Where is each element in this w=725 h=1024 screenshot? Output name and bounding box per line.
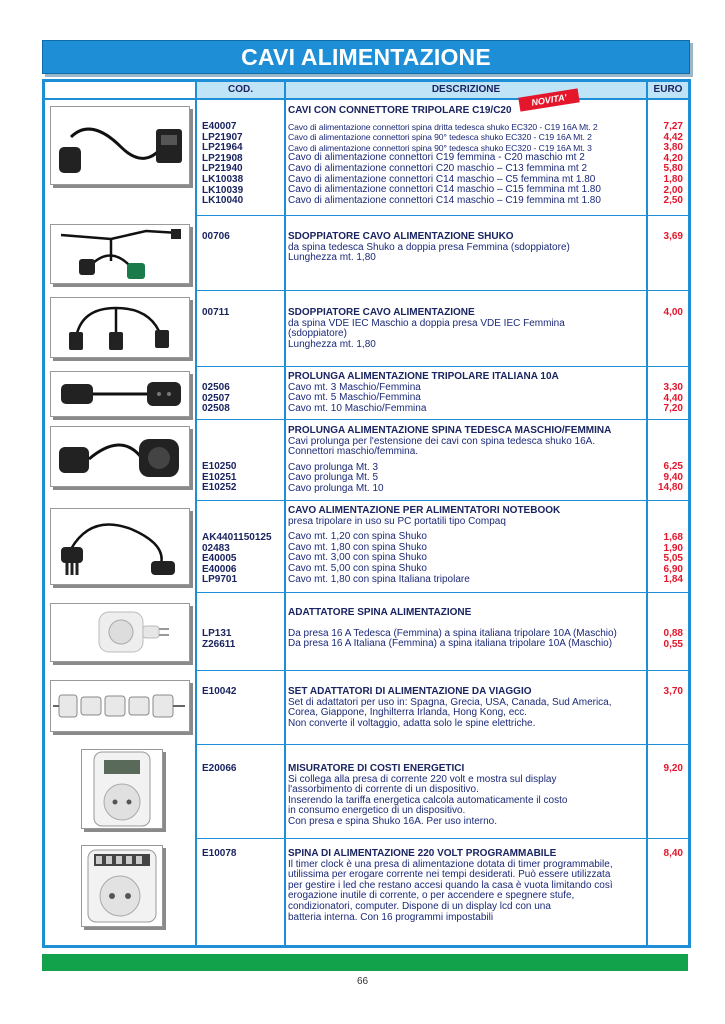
code: E20066 <box>202 763 237 774</box>
code: Z26611 <box>202 638 236 650</box>
row-description <box>288 849 646 923</box>
product-title: CAVO ALIMENTAZIONE PER ALIMENTATORI NOTEBOOK <box>288 505 561 516</box>
description-line: l'assorbimento di corrente di un dispositivo. <box>288 784 479 796</box>
price: 3,69 <box>663 231 683 242</box>
row-separator <box>195 290 688 291</box>
price: 4,40 <box>663 392 683 404</box>
row-separator <box>195 838 688 839</box>
code: LP21907 <box>202 131 243 143</box>
code: E10078 <box>202 848 237 859</box>
code: E10251 <box>202 471 237 483</box>
price: 0,88 <box>663 628 683 639</box>
row-description <box>288 426 646 495</box>
row-description <box>288 232 646 264</box>
german-extension-icon <box>50 426 190 487</box>
row-description <box>288 608 646 650</box>
shuko-splitter-icon <box>50 224 190 284</box>
header-euro: EURO <box>648 82 688 100</box>
code: LK10038 <box>202 173 244 185</box>
code: E10252 <box>202 482 237 494</box>
product-title: CAVI CON CONNETTORE TRIPOLARE C19/C20 <box>288 105 512 116</box>
product-title: MISURATORE DI COSTI ENERGETICI <box>288 763 465 774</box>
row-description <box>288 506 646 585</box>
price: 1,84 <box>663 574 683 586</box>
row-prices <box>664 533 683 586</box>
price: 7,27 <box>663 121 683 132</box>
row-separator <box>195 670 688 671</box>
description-line: in consumo energetico di un dispositivo. <box>288 805 466 817</box>
row-separator <box>195 419 688 420</box>
description-line: Si collega alla presa di corrente 220 volt e mostra sul display <box>288 773 557 785</box>
description-line: Cavo di alimentazione connettori C20 maschio – C13 femmina mt 2 <box>288 162 588 174</box>
product-title: SDOPPIATORE CAVO ALIMENTAZIONE <box>288 307 475 318</box>
code: 02483 <box>202 542 230 554</box>
code: 00711 <box>202 307 230 318</box>
product-title: PROLUNGA ALIMENTAZIONE SPINA TEDESCA MASCHIO/FEMMINA <box>288 425 612 436</box>
description-line: Cavo di alimentazione connettori spina dritta tedesca shuko EC320 - C19 16A Mt. 2 <box>288 121 598 132</box>
price: 6,90 <box>663 563 683 575</box>
code: LK10040 <box>202 195 244 207</box>
page-title: CAVI ALIMENTAZIONE <box>42 40 690 74</box>
code: LP131 <box>202 628 232 639</box>
code: E40005 <box>202 553 237 565</box>
page-number: 66 <box>356 976 369 987</box>
code: LP21940 <box>202 163 243 175</box>
description-line: Inserendo la tariffa energetica calcola automaticamente il costo <box>288 794 568 806</box>
description-line: batteria interna. Con 16 programmi impostabili <box>288 911 494 923</box>
italian-extension-icon <box>50 371 190 417</box>
description-line: Cavo di alimentazione connettori C14 maschio – C5 femmina mt 1.80 <box>288 173 596 185</box>
code: E10042 <box>202 686 237 697</box>
description-line: Connettori maschio/femmina. <box>288 446 419 458</box>
row-codes <box>202 308 229 319</box>
header-cod: COD. <box>197 82 284 100</box>
price: 5,05 <box>663 553 683 565</box>
description-line: Cavo di alimentazione connettori C19 femmina - C20 maschio mt 2 <box>288 152 585 164</box>
description-line: condizionatori, computer. Dispone di un display lcd con una <box>288 900 551 912</box>
product-title: PROLUNGA ALIMENTAZIONE TRIPOLARE ITALIANA 10A <box>288 371 559 382</box>
price: 1,80 <box>663 173 683 185</box>
product-title: SDOPPIATORE CAVO ALIMENTAZIONE SHUKO <box>288 231 514 242</box>
row-prices <box>664 849 683 860</box>
row-codes <box>202 533 272 586</box>
row-prices <box>664 308 683 319</box>
description-line: Cavo prolunga Mt. 3 <box>288 461 379 473</box>
product-title: ADATTATORE SPINA ALIMENTAZIONE <box>288 607 472 618</box>
description-line: Cavo prolunga Mt. 5 <box>288 472 379 484</box>
code: LK10039 <box>202 184 244 196</box>
code: 02508 <box>202 403 230 415</box>
description-line: da spina tedesca Shuko a doppia presa Femmina (sdoppiatore) <box>288 241 570 253</box>
description-line: utilissima per erogare corrente nei tempi desiderati. Può essere utilizzata <box>288 869 611 881</box>
code: E40006 <box>202 563 237 575</box>
price: 3,80 <box>663 142 683 154</box>
description-line: Cavo mt. 10 Maschio/Femmina <box>288 402 427 414</box>
code: E40007 <box>202 121 237 132</box>
description-line: Lunghezza mt. 1,80 <box>288 338 376 350</box>
row-separator <box>195 215 688 216</box>
description-line: Cavo mt. 3 Maschio/Femmina <box>288 381 421 393</box>
row-separator <box>195 592 688 593</box>
description-line: Cavo di alimentazione connettori C14 maschio – C15 femmina mt 1.80 <box>288 184 601 196</box>
description-line: Cavo di alimentazione connettori C14 maschio – C19 femmina mt 1.80 <box>288 194 601 206</box>
description-line: Da presa 16 A Italiana (Femmina) a spina italiana tripolare 10A (Maschio) <box>288 638 613 650</box>
code: 02507 <box>202 392 230 404</box>
price: 4,00 <box>663 307 683 318</box>
row-description <box>288 687 646 729</box>
description-line: Cavo mt. 5 Maschio/Femmina <box>288 392 421 404</box>
code: LP9701 <box>202 574 238 586</box>
description-line: Cavo mt. 1,80 con spina Shuko <box>288 541 427 553</box>
description-line: per gestire i led che restano accesi quando la casa è vuota limitando così <box>288 879 613 891</box>
column-divider <box>646 82 648 945</box>
price: 9,20 <box>663 763 683 774</box>
row-prices <box>664 232 683 243</box>
price: 4,42 <box>663 131 683 143</box>
description-line: Il timer clock è una presa di alimentazione dotata di timer programmabile, <box>288 858 613 870</box>
description-line: (sdoppiatore) <box>288 328 347 340</box>
row-prices <box>664 764 683 775</box>
row-codes <box>202 687 236 698</box>
description-line: Cavo di alimentazione connettori spina 90° tedesca shuko EC320 - C19 16A Mt. 3 <box>288 142 592 153</box>
product-table <box>42 79 691 948</box>
code: AK4401150125 <box>202 532 272 543</box>
price: 1,68 <box>663 532 683 543</box>
row-separator <box>195 366 688 367</box>
description-line: Cavo prolunga Mt. 10 <box>288 482 384 494</box>
price: 0,55 <box>663 638 683 650</box>
code: 00706 <box>202 231 230 242</box>
row-separator <box>195 500 688 501</box>
price: 14,80 <box>657 482 683 494</box>
column-divider <box>195 82 197 945</box>
row-prices <box>664 122 683 207</box>
timer-plug-icon <box>81 845 163 927</box>
description-line: presa tripolare in uso su PC portatili tipo Compaq <box>288 515 506 527</box>
price: 5,80 <box>663 163 683 175</box>
row-description <box>288 106 646 206</box>
row-description <box>288 308 646 350</box>
description-line: Set di adattatori per uso in: Spagna, Grecia, USA, Canada, Sud America, <box>288 696 612 708</box>
description-line: Corea, Giappone, Inghilterra Irlanda, Hong Kong, ecc. <box>288 707 528 719</box>
header-descrizione: DESCRIZIONE <box>286 82 646 100</box>
novita-badge: NOVITA' <box>518 88 579 111</box>
header-image-cell <box>45 82 195 100</box>
description-line: erogazione inutile di corrente, o per accendere e spegnere stufe, <box>288 890 575 902</box>
row-codes <box>202 232 230 243</box>
price: 1,90 <box>663 542 683 554</box>
row-codes <box>202 462 236 494</box>
description-line: Cavi prolunga per l'estensione dei cavi con spina tedesca shuko 16A. <box>288 435 596 447</box>
price: 3,30 <box>663 382 683 393</box>
row-codes <box>202 122 243 207</box>
row-codes <box>202 629 235 650</box>
row-description <box>288 764 646 828</box>
description-line: Cavo mt. 1,80 con spina Italiana tripolare <box>288 573 470 585</box>
description-line: Cavo mt. 5,00 con spina Shuko <box>288 562 427 574</box>
price: 6,25 <box>663 461 683 472</box>
footer-bar <box>42 954 688 971</box>
travel-adapters-icon <box>50 680 190 732</box>
code: E10250 <box>202 461 237 472</box>
description-line: Non converte il voltaggio, adatta solo le spine elettriche. <box>288 717 536 729</box>
power-cable-c19-icon <box>50 106 190 185</box>
row-prices <box>664 629 683 650</box>
description-line: Cavo di alimentazione connettori spina 90° tedesca shuko EC320 - C19 16A Mt. 2 <box>288 132 592 143</box>
energy-meter-icon <box>81 749 163 829</box>
price: 2,00 <box>663 184 683 196</box>
code: LP21908 <box>202 152 243 164</box>
price: 7,20 <box>663 403 683 415</box>
description-line: Con presa e spina Shuko 16A. Per uso interno. <box>288 815 498 827</box>
code: 02506 <box>202 382 230 393</box>
description-line: Cavo mt. 1,20 con spina Shuko <box>288 531 427 543</box>
price: 8,40 <box>663 848 683 859</box>
description-line: Lunghezza mt. 1,80 <box>288 252 376 264</box>
row-codes <box>202 383 230 415</box>
row-description <box>288 372 646 414</box>
price: 9,40 <box>663 471 683 483</box>
column-divider <box>284 82 286 945</box>
description-line: da spina VDE IEC Maschio a doppia presa VDE IEC Femmina <box>288 317 565 329</box>
row-prices <box>664 383 683 415</box>
code: LP21964 <box>202 142 243 154</box>
iec-splitter-icon <box>50 297 190 358</box>
row-codes <box>202 849 236 860</box>
row-prices <box>658 462 683 494</box>
price: 2,50 <box>663 195 683 207</box>
description-line: Da presa 16 A Tedesca (Femmina) a spina italiana tripolare 10A (Maschio) <box>288 627 617 639</box>
product-title: SET ADATTATORI DI ALIMENTAZIONE DA VIAGGIO <box>288 686 532 697</box>
price: 3,70 <box>663 686 683 697</box>
product-title: SPINA DI ALIMENTAZIONE 220 VOLT PROGRAMMABILE <box>288 848 557 859</box>
row-separator <box>195 744 688 745</box>
description-line: Cavo mt. 3,00 con spina Shuko <box>288 552 427 564</box>
plug-adapter-icon <box>50 603 190 662</box>
notebook-cable-icon <box>50 508 190 585</box>
row-codes <box>202 764 236 775</box>
price: 4,20 <box>663 152 683 164</box>
row-prices <box>664 687 683 698</box>
